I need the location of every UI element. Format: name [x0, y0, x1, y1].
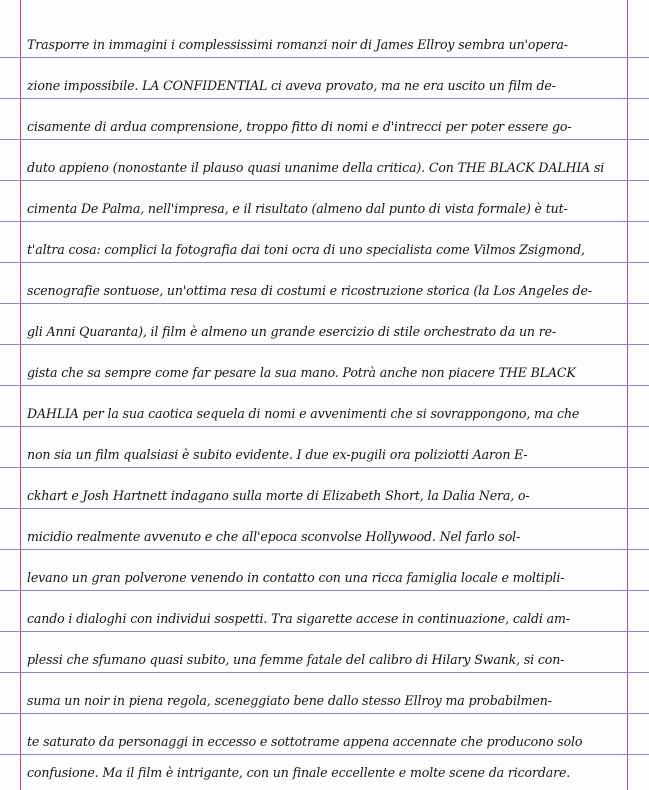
ruled-line [0, 139, 649, 140]
text-line-12: ckhart e Josh Hartnett indagano sulla morte di Elizabeth Short, la Dalia Nera, o- [27, 488, 530, 503]
text-line-2: zione impossibile. LA CONFIDENTIAL ci aveva provato, ma ne era uscito un film de- [27, 78, 556, 93]
text-line-4: duto appieno (nonostante il plauso quasi unanime della critica). Con THE BLACK DALHIA si [27, 160, 605, 175]
ruled-line [0, 344, 649, 345]
ruled-line [0, 303, 649, 304]
text-line-1: Trasporre in immagini i complessissimi romanzi noir di James Ellroy sembra un'opera- [27, 37, 568, 52]
text-line-11: non sia un film qualsiasi è subito evidente. I due ex-pugili ora poliziotti Aaron E- [27, 447, 528, 462]
text-line-3: cisamente di ardua comprensione, troppo fitto di nomi e d'intrecci per poter essere go- [27, 119, 572, 134]
ruled-line [0, 754, 649, 755]
ruled-line [0, 713, 649, 714]
ruled-line [0, 98, 649, 99]
ruled-line [0, 467, 649, 468]
ruled-line [0, 672, 649, 673]
ruled-line [0, 508, 649, 509]
text-line-8: gli Anni Quaranta), il film è almeno un grande esercizio di stile orchestrato da un re- [27, 324, 557, 339]
ruled-line [0, 221, 649, 222]
text-line-14: levano un gran polverone venendo in contatto con una ricca famiglia locale e moltipli- [27, 570, 565, 585]
ruled-line [0, 426, 649, 427]
ruled-line [0, 262, 649, 263]
text-line-19: confusione. Ma il film è intrigante, con un finale eccellente e molte scene da ricordare. [27, 765, 571, 780]
ruled-line [0, 180, 649, 181]
text-line-10: DAHLIA per la sua caotica sequela di nomi e avvenimenti che si sovrappongono, ma che [27, 406, 580, 421]
ruled-line [0, 385, 649, 386]
text-line-6: t'altra cosa: complici la fotografia dai toni ocra di uno specialista come Vilmos Zsigmond, [27, 242, 585, 257]
text-line-16: plessi che sfumano quasi subito, una femme fatale del calibro di Hilary Swank, si con- [27, 652, 565, 667]
text-line-5: cimenta De Palma, nell'impresa, e il risultato (almeno dal punto di vista formale) è tut- [27, 201, 568, 216]
ruled-line [0, 57, 649, 58]
text-line-15: cando i dialoghi con individui sospetti. Tra sigarette accese in continuazione, caldi am- [27, 611, 570, 626]
ruled-line [0, 631, 649, 632]
text-line-9: gista che sa sempre come far pesare la sua mano. Potrà anche non piacere THE BLACK [27, 365, 576, 380]
text-line-7: scenografie sontuose, un'ottima resa di costumi e ricostruzione storica (la Los Angeles de- [27, 283, 592, 298]
ruled-line [0, 549, 649, 550]
text-line-18: te saturato da personaggi in eccesso e sottotrame appena accennate che producono solo [27, 734, 583, 749]
text-line-17: suma un noir in piena regola, sceneggiato bene dallo stesso Ellroy ma probabilmen- [27, 693, 552, 708]
text-line-13: micidio realmente avvenuto e che all'epoca sconvolse Hollywood. Nel farlo sol- [27, 529, 521, 544]
ruled-line [0, 590, 649, 591]
